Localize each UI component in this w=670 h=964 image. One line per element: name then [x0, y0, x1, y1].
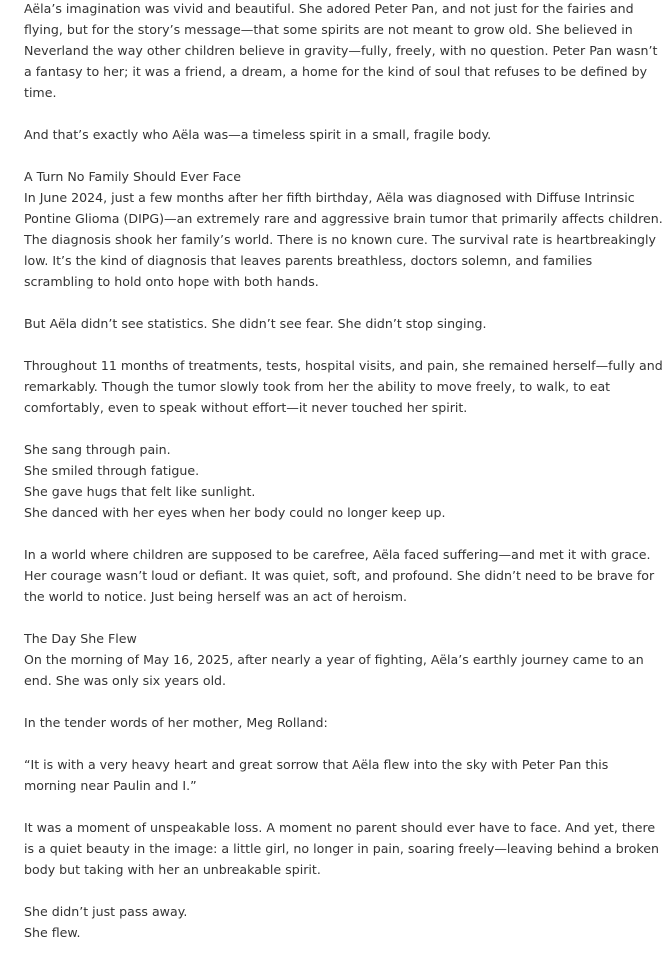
- mother-quote: “It is with a very heavy heart and great sorrow that Aëla flew into the sky with Peter Pan this morning near Paulin and I.”: [24, 757, 609, 793]
- section-diagnosis: [24, 166, 664, 292]
- closing-block: [24, 901, 664, 943]
- article-body: [24, 0, 664, 964]
- verse-block: [24, 439, 664, 523]
- treatment-paragraph: Throughout 11 months of treatments, tests, hospital visits, and pain, she remained herself—fully and remarkably. Though the tumor slowly took from her the ability to move freely, to walk, to eat comfortably, even to speak without effort—it never touched her spirit.: [24, 358, 663, 415]
- section-flew: [24, 628, 664, 691]
- grace-paragraph: In a world where children are supposed to be carefree, Aëla faced suffering—and met it with grace. Her courage wasn’t loud or defiant. It was quiet, soft, and profound. She didn’t need to be brave for the world to notice. Just being herself was an act of heroism.: [24, 547, 655, 604]
- statistics-paragraph: But Aëla didn’t see statistics. She didn’t see fear. She didn’t stop singing.: [24, 316, 487, 331]
- mother-intro: In the tender words of her mother, Meg Rolland:: [24, 715, 328, 730]
- section-heading-diagnosis: A Turn No Family Should Ever Face: [24, 169, 241, 184]
- verse-line: She sang through pain.: [24, 442, 171, 457]
- verse-line: She gave hugs that felt like sunlight.: [24, 484, 256, 499]
- timeless-paragraph: And that’s exactly who Aëla was—a timeless spirit in a small, fragile body.: [24, 127, 492, 142]
- diagnosis-paragraph: In June 2024, just a few months after her fifth birthday, Aëla was diagnosed with Diffuse Intrinsic Pontine Glioma (DIPG)—an extremely rare and aggressive brain tumor that primarily affects children. The diagnosis shook her family’s world. There is no known cure. The survival rate is heartbreakingly low. It’s the kind of diagnosis that leaves parents breathless, doctors solemn, and families scrambling to hold onto hope with both hands.: [24, 190, 663, 289]
- closing-line: She didn’t just pass away.: [24, 904, 188, 919]
- loss-paragraph: It was a moment of unspeakable loss. A moment no parent should ever have to face. And yet, there is a quiet beauty in the image: a little girl, no longer in pain, soaring freely—leaving behind a broken body but taking with her an unbreakable spirit.: [24, 820, 659, 877]
- intro-paragraph: Aëla’s imagination was vivid and beautiful. She adored Peter Pan, and not just for the fairies and flying, but for the story’s message—that some spirits are not meant to grow old. She believed in Neverland the way other children believe in gravity—fully, freely, with no question. Peter Pan wasn’t a fantasy to her; it was a friend, a dream, a home for the kind of soul that refuses to be defined by time.: [24, 1, 658, 100]
- verse-line: She danced with her eyes when her body could no longer keep up.: [24, 505, 446, 520]
- section-heading-flew: The Day She Flew: [24, 631, 137, 646]
- verse-line: She smiled through fatigue.: [24, 463, 200, 478]
- closing-line: She flew.: [24, 925, 81, 940]
- end-paragraph: On the morning of May 16, 2025, after nearly a year of fighting, Aëla’s earthly journey came to an end. She was only six years old.: [24, 652, 644, 688]
